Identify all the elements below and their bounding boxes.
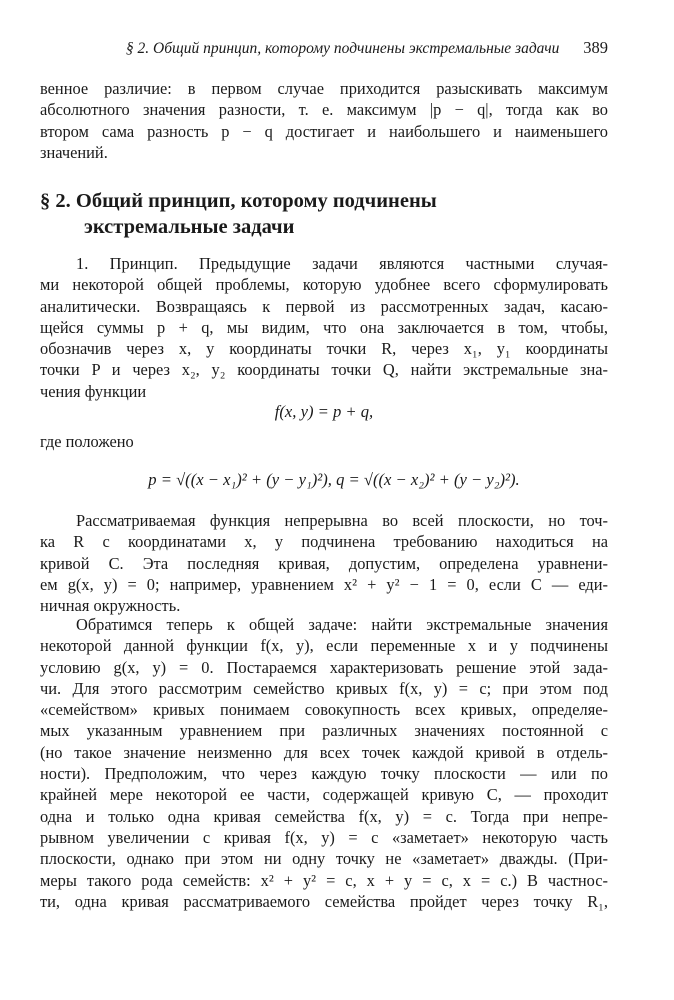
text-line: значений.	[40, 142, 108, 162]
text-line: щейся суммы p + q, мы видим, что она заключается в том, чтобы,	[40, 317, 608, 337]
text-line: абсолютного значения разности, т. е. максимум |p − q|, тогда как во	[40, 100, 608, 120]
text-line: Обратимся теперь к общей задаче: найти экстремальные значения	[76, 615, 608, 634]
paragraph-general	[40, 614, 608, 912]
text-line: мых указанным уравнением при различных значениях постоянной c	[40, 721, 608, 741]
formula-pq	[40, 470, 618, 490]
text-line: меры такого рода семейств: x² + y² = c, x + y = c, x = c.) В частнос-	[40, 870, 608, 890]
page-number: 389	[583, 38, 608, 57]
text-line: венное различие: в первом случае приходится разыскивать максимум	[40, 79, 608, 98]
text-line: чения функции	[40, 381, 147, 401]
paragraph-where	[40, 431, 608, 452]
text-line: 1. Принцип. Предыдущие задачи являются частными случая-	[76, 254, 608, 273]
formula-pq-text: p = √((x − x₁)² + (y − y₁)²), q = √((x − x₂)² + (y − y₂)²).	[148, 470, 520, 489]
text-line: ми некоторой общей проблемы, которую удобнее всего сформулировать	[40, 275, 608, 295]
text-line: плоскости, однако при этом ни одну точку не «заметает» дважды. (При-	[40, 849, 608, 869]
text-line: некоторой данной функции f(x, y), если переменные x и y подчинены	[40, 636, 608, 656]
text-line: крайней мере некоторой ее части, содержащей кривую C, — проходит	[40, 785, 608, 805]
text-line: условию g(x, y) = 0. Постараемся характеризовать решение этой зада-	[40, 657, 608, 677]
text-line: одна и только одна кривая семейства f(x, y) = c. Тогда при непре-	[40, 806, 608, 826]
section-heading-line2: экстремальные задачи	[84, 216, 295, 238]
text-line: чи. Для этого рассмотрим семейство кривых f(x, y) = c; при этом под	[40, 678, 608, 698]
formula-f-text: f(x, y) = p + q,	[274, 402, 374, 421]
text-line: ем g(x, y) = 0; например, уравнением x² + y² − 1 = 0, если C — еди-	[40, 574, 608, 594]
text-line: кривой C. Эта последняя кривая, допустим, определена уравнени-	[40, 553, 608, 573]
paragraph-top	[40, 78, 608, 163]
formula-f	[40, 402, 608, 422]
text-line: рывном увеличении c кривая f(x, y) = c «заметает» некоторую часть	[40, 827, 608, 847]
section-heading	[40, 188, 608, 240]
text-line: ничная окружность.	[40, 596, 181, 616]
text-line: Рассматриваемая функция непрерывна во всей плоскости, но точ-	[76, 511, 608, 530]
text-line: где положено	[40, 432, 134, 451]
text-line: (но такое значение неизменно для всех точек каждой кривой в отдель-	[40, 742, 608, 762]
text-line: обозначив через x, y координаты точки R, через x₁, y₁ координаты	[40, 339, 608, 359]
text-line: ности). Предположим, что через каждую точку плоскости — или по	[40, 764, 608, 784]
text-line: «семейством» кривых понимаем совокупность всех кривых, определяе-	[40, 700, 608, 720]
text-line: ти, одна кривая рассматриваемого семейства пройдет через точку R₁,	[40, 891, 608, 911]
paragraph-function	[40, 510, 608, 616]
running-header-title: § 2. Общий принцип, которому подчинены экстремальные задачи	[125, 40, 560, 57]
text-line: ка R с координатами x, y подчинена требованию находиться на	[40, 532, 608, 552]
paragraph-principle	[40, 253, 608, 402]
section-heading-line1: § 2. Общий принцип, которому подчинены	[40, 190, 437, 212]
text-line: точки P и через x₂, y₂ координаты точки Q, найти экстремальные зна-	[40, 360, 608, 380]
text-line: втором сама разность p − q достигает и наибольшего и наименьшего	[40, 121, 608, 141]
running-header	[40, 38, 608, 59]
text-line: аналитически. Возвращаясь к первой из рассмотренных задач, касаю-	[40, 296, 608, 316]
